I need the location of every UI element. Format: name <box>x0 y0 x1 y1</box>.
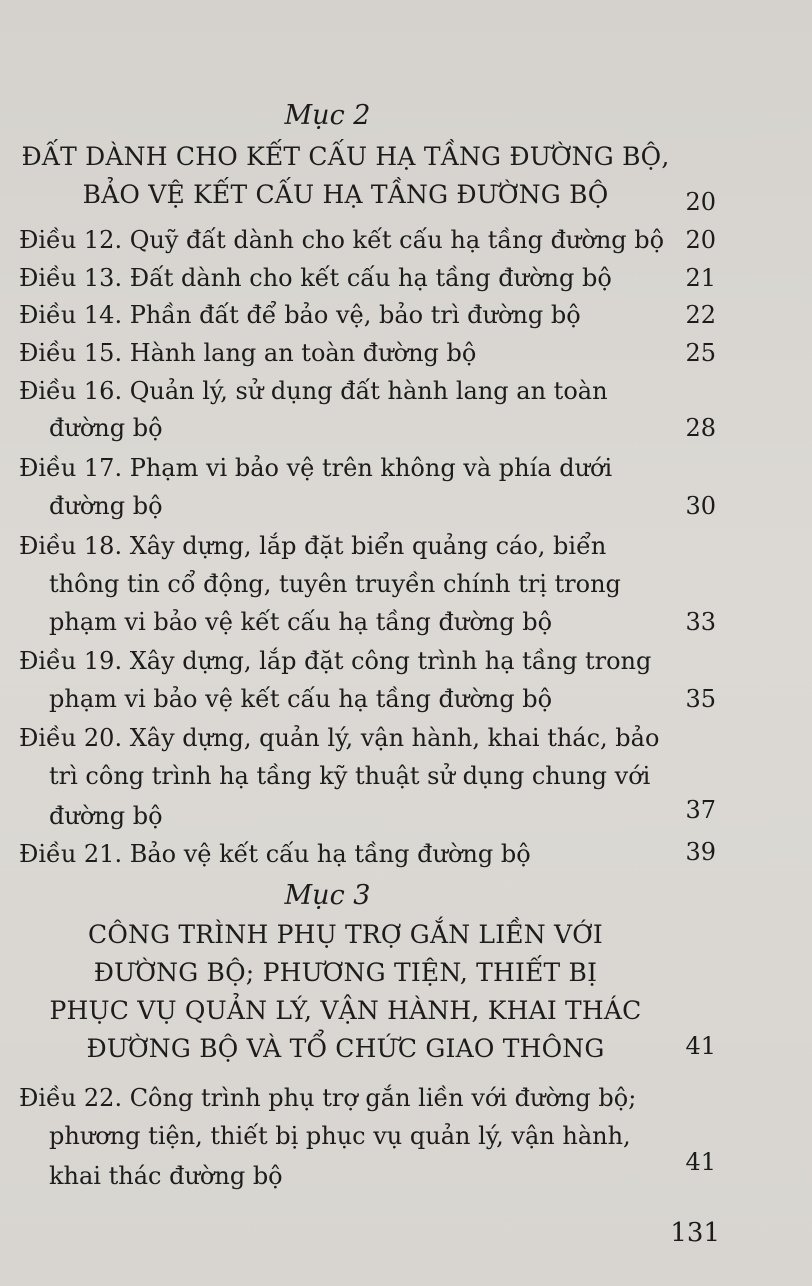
section-title-line: ĐƯỜNG BỘ VÀ TỔ CHỨC GIAO THÔNG <box>86 1034 605 1063</box>
toc-entry-page: 25 <box>685 339 716 367</box>
toc-entry-line: Điều 15. Hành lang an toàn đường bộ <box>19 339 477 367</box>
toc-entry-page: 21 <box>685 264 716 292</box>
toc-entry-page: 35 <box>685 685 716 713</box>
toc-entry-line: đường bộ <box>49 414 163 442</box>
page-number: 131 <box>670 1218 720 1248</box>
section-title-page: 41 <box>685 1032 716 1060</box>
section-title-page: 20 <box>685 188 716 216</box>
section-title-line: CÔNG TRÌNH PHỤ TRỢ GẮN LIỀN VỚI <box>87 920 603 949</box>
toc-entry-line: trì công trình hạ tầng kỹ thuật sử dụng chung với <box>49 762 651 790</box>
toc-entry-page: 28 <box>685 414 716 442</box>
toc-entry-line: thông tin cổ động, tuyên truyền chính trị trong <box>49 570 621 598</box>
toc-entry-line: Điều 18. Xây dựng, lắp đặt biển quảng cáo, biển <box>19 532 607 560</box>
toc-entry-line: phương tiện, thiết bị phục vụ quản lý, vận hành, <box>49 1122 631 1150</box>
toc-entry-page: 37 <box>685 796 716 824</box>
toc-entry-line: Điều 13. Đất dành cho kết cấu hạ tầng đường bộ <box>19 264 612 292</box>
section-title-line: PHỤC VỤ QUẢN LÝ, VẬN HÀNH, KHAI THÁC <box>49 996 642 1025</box>
toc-entry-line: Điều 17. Phạm vi bảo vệ trên không và phía dưới <box>19 454 613 482</box>
toc-entry-line: Điều 16. Quản lý, sử dụng đất hành lang an toàn <box>19 377 608 405</box>
toc-entry-page: 30 <box>685 492 716 520</box>
toc-entry-line: phạm vi bảo vệ kết cấu hạ tầng đường bộ <box>49 608 553 636</box>
toc-entry-line: khai thác đường bộ <box>49 1162 283 1190</box>
toc-entry-page: 20 <box>685 226 716 254</box>
toc-entry-line: Điều 12. Quỹ đất dành cho kết cấu hạ tầng đường bộ <box>19 226 665 254</box>
toc-entry-line: đường bộ <box>49 492 163 520</box>
section-title-line: BẢO VỆ KẾT CẤU HẠ TẦNG ĐƯỜNG BỘ <box>82 180 609 209</box>
toc-entry-page: 33 <box>685 608 716 636</box>
toc-entry-page: 39 <box>685 838 716 866</box>
section-title-line: ĐƯỜNG BỘ; PHƯƠNG TIỆN, THIẾT BỊ <box>93 958 598 987</box>
toc-entry-line: Điều 14. Phần đất để bảo vệ, bảo trì đường bộ <box>19 301 581 329</box>
toc-entry-line: phạm vi bảo vệ kết cấu hạ tầng đường bộ <box>49 685 553 713</box>
section-title-line: ĐẤT DÀNH CHO KẾT CẤU HẠ TẦNG ĐƯỜNG BỘ, <box>21 142 670 171</box>
toc-entry-line: đường bộ <box>49 802 163 830</box>
toc-entry-line: Điều 20. Xây dựng, quản lý, vận hành, khai thác, bảo <box>19 724 660 752</box>
toc-entry-page: 41 <box>685 1148 716 1176</box>
toc-entry-line: Điều 21. Bảo vệ kết cấu hạ tầng đường bộ <box>19 840 531 868</box>
section-heading: Mục 2 <box>284 100 371 131</box>
section-heading: Mục 3 <box>284 880 371 911</box>
toc-entry-line: Điều 22. Công trình phụ trợ gắn liền với đường bộ; <box>19 1084 637 1112</box>
toc-entry-page: 22 <box>685 301 716 329</box>
toc-entry-line: Điều 19. Xây dựng, lắp đặt công trình hạ tầng trong <box>19 647 652 675</box>
